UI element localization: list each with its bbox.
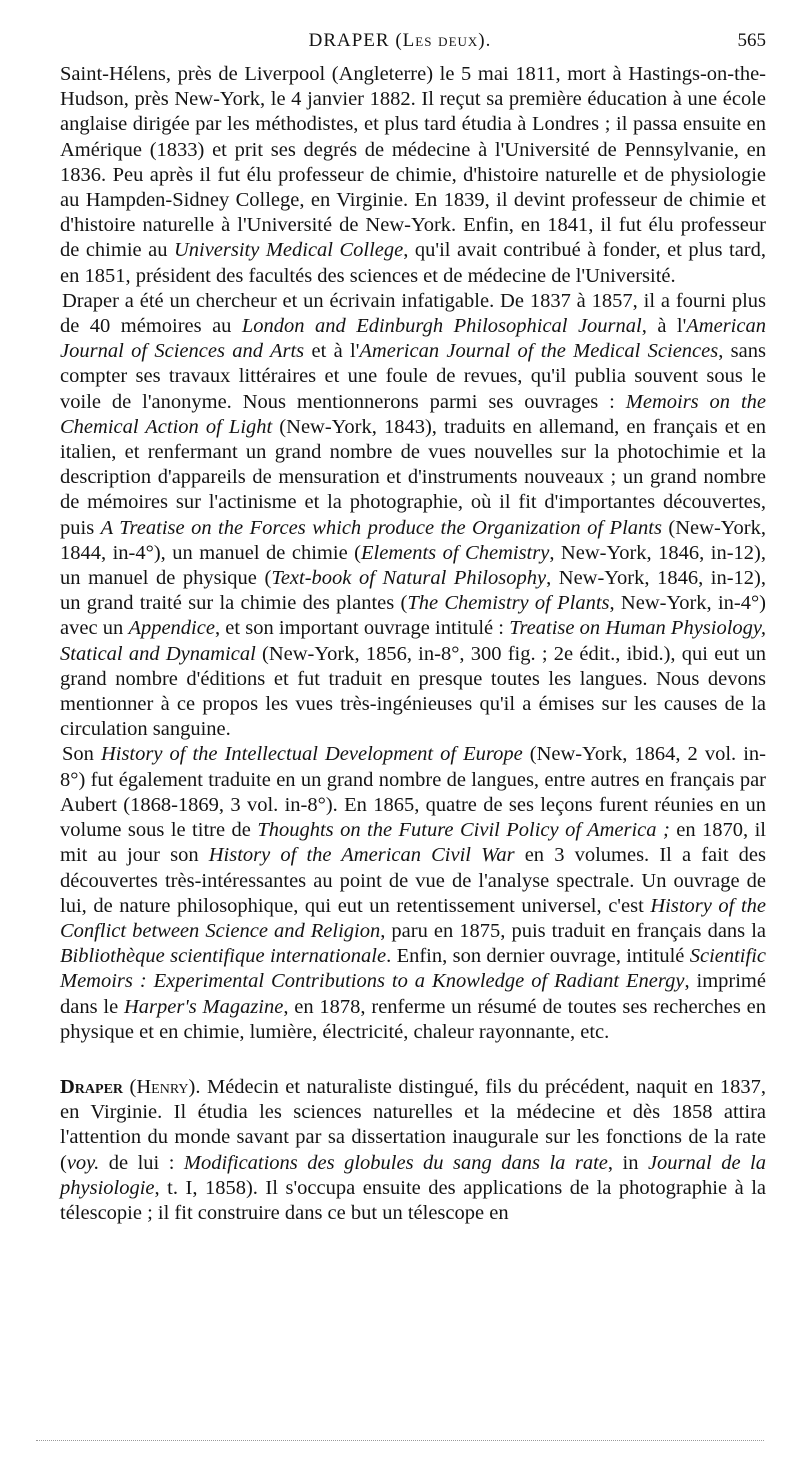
running-title <box>0 30 800 52</box>
text-run: Son <box>62 743 101 766</box>
text-run: et à l' <box>304 340 360 363</box>
paragraph-3 <box>60 742 766 1044</box>
text-run: , New-York, 1846, in-12), un manuel de physique ( <box>60 541 766 590</box>
italic-run: Elements of Chemistry <box>361 541 550 564</box>
text-run: (New-York, 1864, 2 vol. in-8°) fut également traduite en un grand nombre de langues, entre autres en français par Aubert (1868-1869, 3 vol. in-8°). En 1865, quatre de ses leçons furent réunies en un volume sous le titre de <box>60 743 766 842</box>
text-run: , t. I, 1858). Il s'occupa ensuite des applications de la photographie à la télescopie ; il fit construire dans ce but un télescope en <box>60 1176 766 1224</box>
italic-run: Appendice <box>128 617 215 640</box>
text-run: Médecin et naturaliste distingué, fils du précédent, naquit en 1837, en Virginie. Il étudia les sciences naturelles et la médecine et dès 1858 attira l'attention du monde savant par sa dissertation inaugurale sur les fonctions de la rate ( <box>60 1075 766 1174</box>
italic-run: London and Edinburgh Philosophical Journal <box>241 315 642 338</box>
italic-run: voy. <box>66 1151 100 1174</box>
text-run: , qu'il avait contribué à fonder, et plus tard, en 1851, président des facultés des sciences et de médecine de l'Université. <box>60 239 767 287</box>
text-run: en 3 volumes. Il a fait des découvertes très-intéressantes au point de vue de l'analyse spectrale. Un ouvrage de lui, de nature philosophique, qui eut un retentissement universel, c'est <box>60 844 766 917</box>
text-run: , New-York, 1846, in-12), un grand traité sur la chimie des plantes ( <box>60 567 766 615</box>
italic-run: The Chemistry of Plants <box>407 592 610 615</box>
running-title-main: DRAPER ( <box>308 30 403 51</box>
text-run: , à l' <box>641 315 687 338</box>
entry-draper-henry <box>60 1075 766 1226</box>
italic-run: Bibliothèque scientifique internationale <box>60 945 387 968</box>
italic-run: A Treatise on the Forces which produce the Organization of Plants <box>100 516 662 539</box>
entry-headword: Draper <box>60 1075 124 1098</box>
text-run: , et son important ouvrage intitulé : <box>214 617 510 640</box>
italic-run: American Journal of Sciences and Arts <box>60 315 766 363</box>
italic-run: Thoughts on the Future Civil Policy of America ; <box>257 819 670 842</box>
page-number: 565 <box>737 30 766 51</box>
running-title-end: ). <box>478 30 492 51</box>
body-text <box>60 62 766 1226</box>
footer-dotted-rule <box>36 1440 764 1441</box>
text-run: . Enfin, son dernier ouvrage, intitulé <box>386 945 690 968</box>
italic-run: Treatise on Human Physiology, Statical and Dynamical <box>60 617 767 665</box>
italic-run: History of the American Civil War <box>208 844 515 867</box>
italic-run: University Medical College <box>173 239 404 262</box>
italic-run: American Journal of the Medical Sciences <box>359 340 719 363</box>
text-run: (New-York, 1856, in-8°, 300 fig. ; 2e édit., ibid.), qui eut un grand nombre d'éditions et fut traduit en presque toutes les langues. Nous devons mentionner à ce propos les vues très-ingénieuses qu'il a émises sur les causes de la circulation sanguine. <box>60 642 766 741</box>
running-head <box>0 30 800 56</box>
text-run: (New-York, 1843), traduits en allemand, en français et en italien, et renfermant un grand nombre de vues nouvelles sur la photochimie et la description d'appareils de mensuration et d'instruments nouveaux ; un grand nombre de mémoires sur l'actinisme et la photographie, où il fit d'importantes découvertes, puis <box>60 415 766 539</box>
entry-body <box>60 1076 766 1224</box>
italic-run: Journal de la physiologie <box>60 1151 766 1199</box>
text-run: , imprimé dans le <box>60 970 766 1018</box>
italic-run: Memoirs on the Chemical Action of Light <box>60 390 767 438</box>
entry-given-name: (Henry). <box>129 1075 201 1098</box>
italic-run: History of the Conflict between Science and Religion <box>60 894 766 942</box>
paragraph-1 <box>60 62 766 289</box>
running-title-smallcaps: Les deux <box>402 30 479 51</box>
text-run: , en 1878, renferme un résumé de toutes ses recherches en physique et en chimie, lumière, électricité, chaleur rayonnante, etc. <box>60 995 766 1043</box>
text-run: , in <box>607 1151 648 1174</box>
italic-run: Text-book of Natural Philosophy <box>271 567 547 590</box>
text-run: , New-York, in-4°) avec un <box>60 592 766 640</box>
text-run: , paru en 1875, puis traduit en français dans la <box>380 919 766 942</box>
text-run: , sans compter ses travaux littéraires et une foule de revues, qu'il publia souvent sous le voile de l'anonyme. Nous mentionnerons parmi ses ouvrages : <box>60 340 766 413</box>
text-run: (New-York, 1844, in-4°), un manuel de chimie ( <box>60 516 766 564</box>
text-run: de lui : <box>99 1151 184 1174</box>
text-run: Draper a été un chercheur et un écrivain infatigable. De 1837 à 1857, il a fourni plus de 40 mémoires au <box>60 289 766 338</box>
text-run: Saint-Hélens, près de Liverpool (Angleterre) le 5 mai 1811, mort à Hastings-on-the-Hudson, près New-York, le 4 janvier 1882. Il reçut sa première éducation à une école anglaise dirigée par les méthodistes, et plus tard étudia à Londres ; il passa ensuite en Amérique (1833) et prit ses degrés de médecine à l'Université de Pennsylvanie, en 1836. Peu après il fut élu professeur de chimie, d'histoire naturelle et de physiologie au Hampden-Sidney College, en Virginie. En 1839, il devint professeur de chimie et d'histoire naturelle à l'Université de New-York. Enfin, en 1841, il fut élu professeur de chimie au <box>60 63 766 262</box>
paragraph-2 <box>60 289 766 743</box>
text-run: en 1870, il mit au jour son <box>60 819 766 867</box>
italic-run: Modifications des globules du sang dans la rate <box>183 1151 608 1174</box>
italic-run: Scientific Memoirs : Experimental Contributions to a Knowledge of Radiant Energy <box>60 945 766 993</box>
italic-run: Harper's Magazine <box>123 995 284 1018</box>
italic-run: History of the Intellectual Development of Europe <box>100 743 523 766</box>
